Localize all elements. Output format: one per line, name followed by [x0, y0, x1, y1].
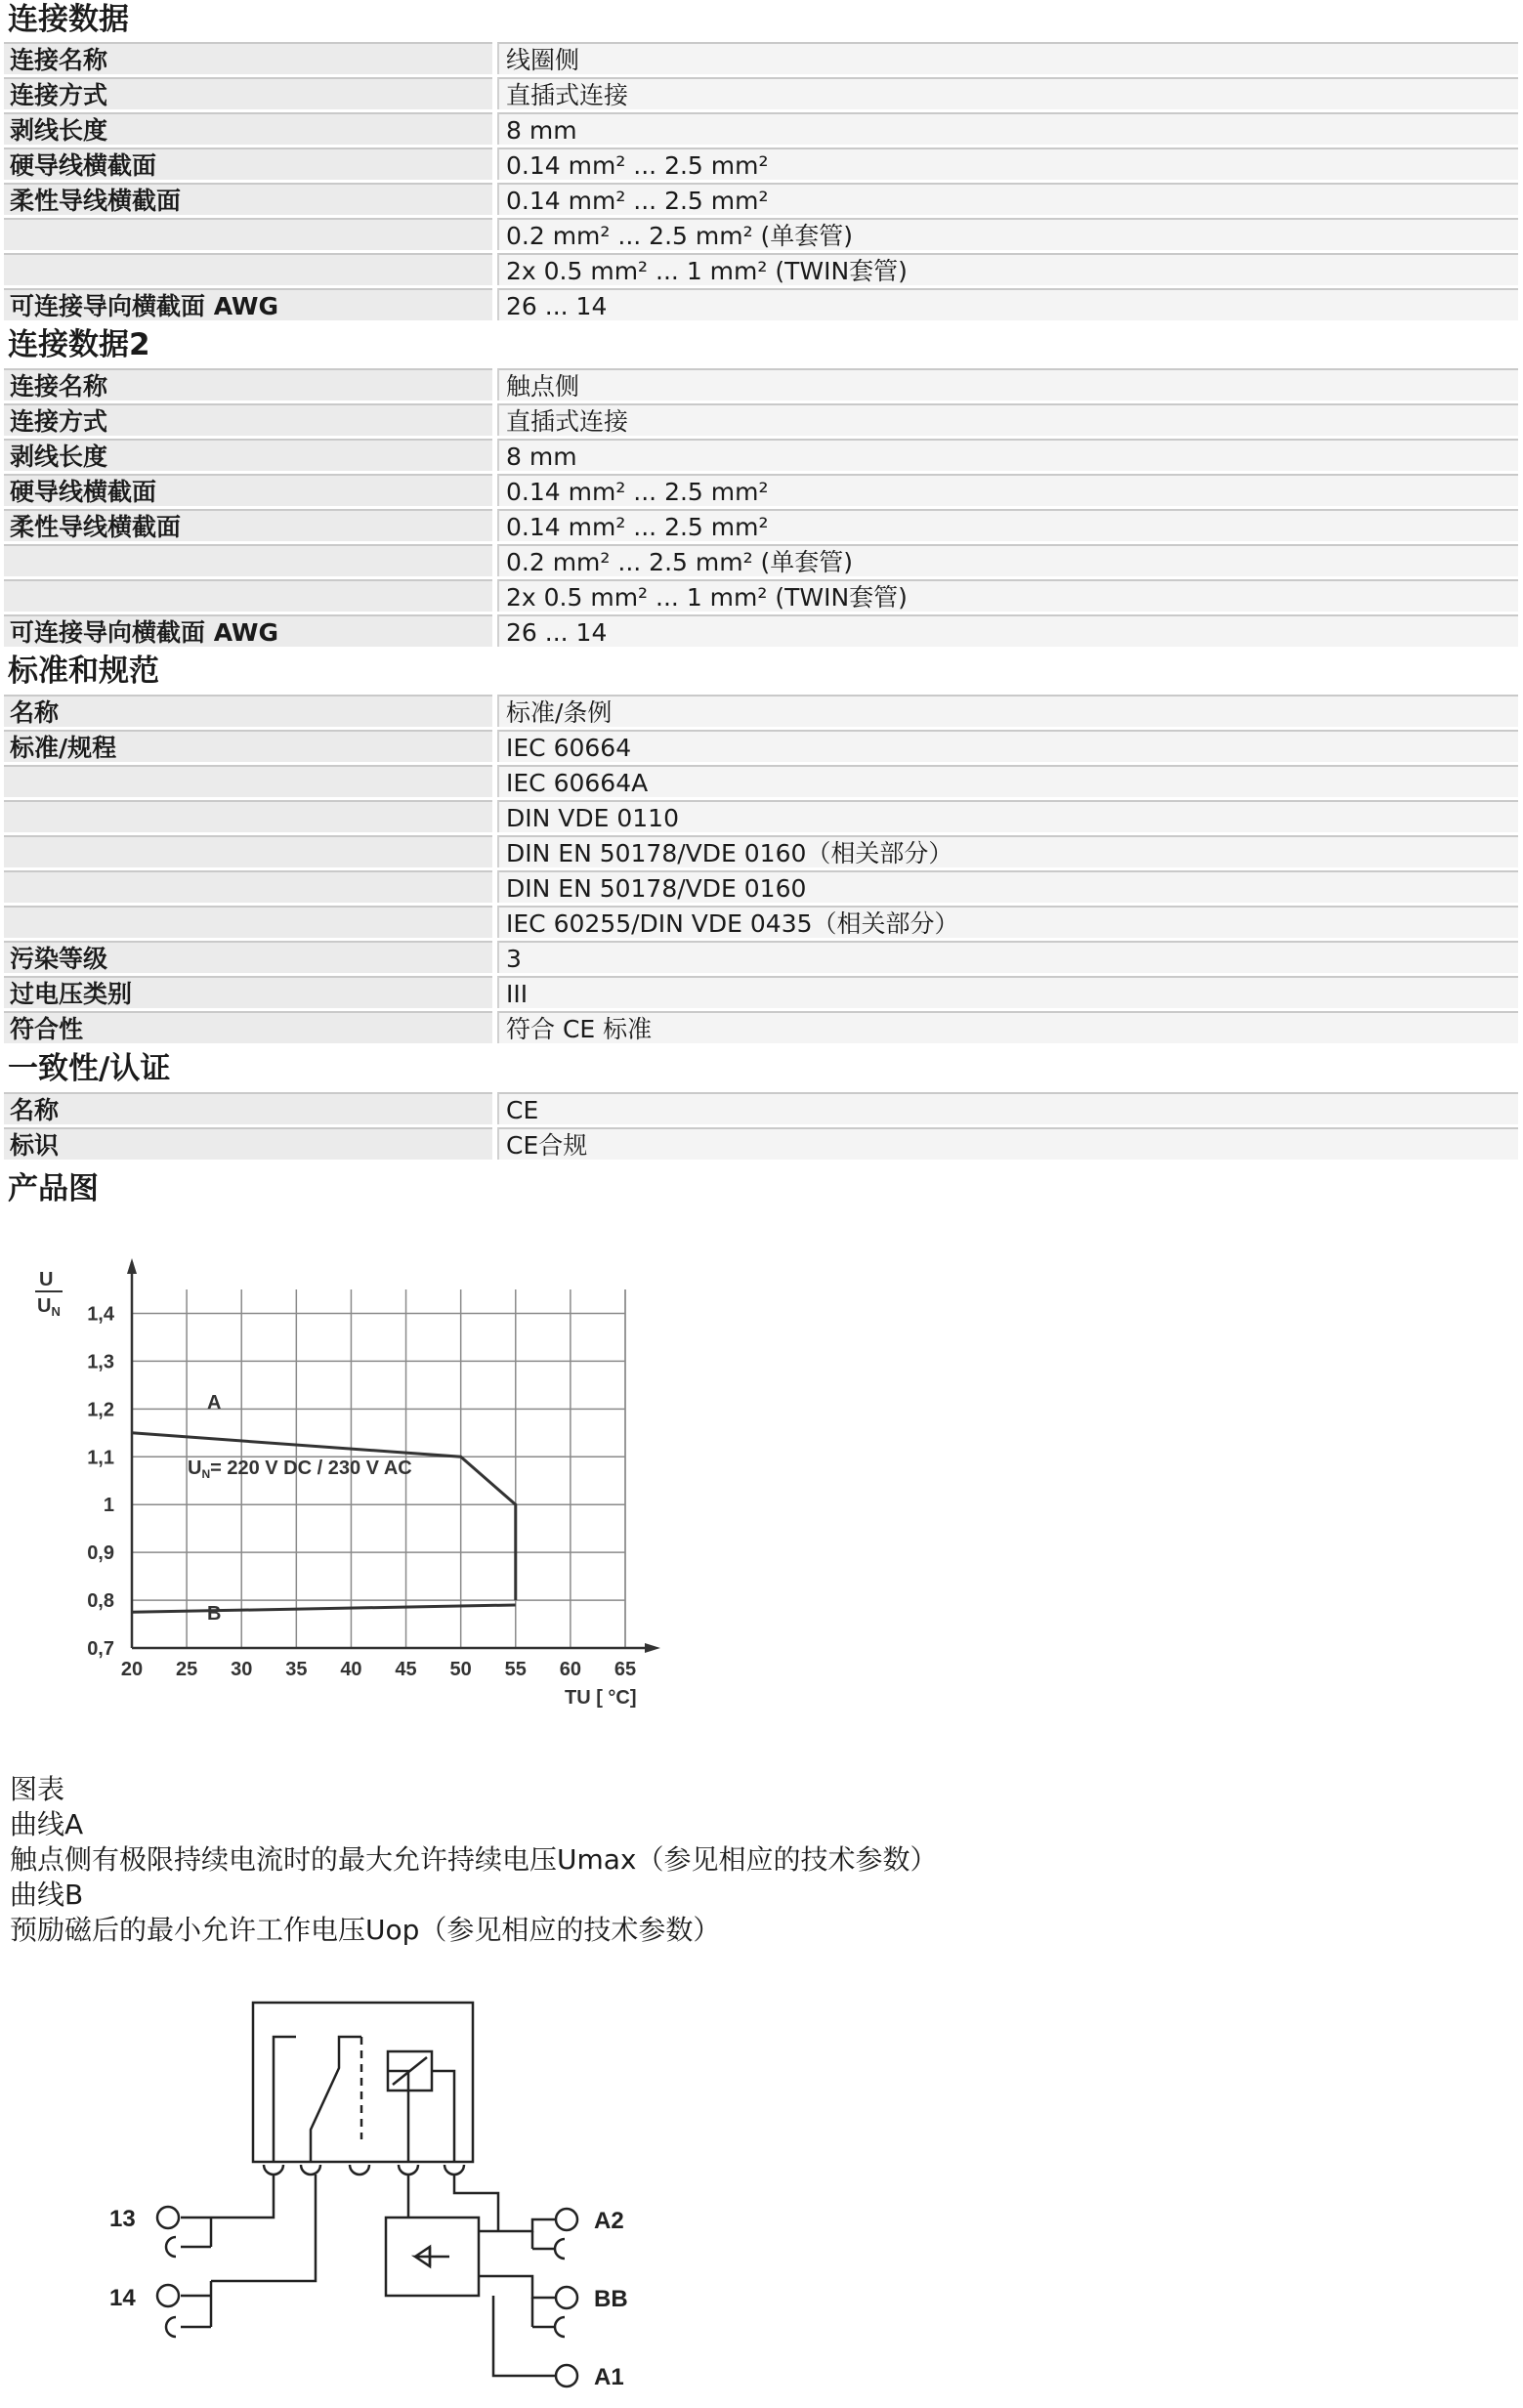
y-tick-label: 0,7 — [87, 1638, 114, 1660]
legend-line: 图表 — [10, 1773, 65, 1805]
x-axis-arrow — [645, 1643, 660, 1653]
coil-lead-left — [388, 2071, 408, 2162]
table-row — [4, 183, 1518, 217]
product-figure-title: 产品图 — [8, 1171, 99, 1206]
table-row — [4, 835, 1518, 869]
row-label: 标识 — [4, 1127, 492, 1160]
table-row — [4, 253, 1518, 287]
row-label — [4, 906, 492, 938]
terminal-A1 — [556, 2365, 577, 2387]
x-tick-label: 60 — [559, 1659, 582, 1680]
y-tick-label: 0,8 — [87, 1590, 114, 1613]
y-label-bottom-sub: N — [51, 1304, 61, 1319]
wiring-schematic — [0, 1983, 742, 2408]
table-row — [4, 941, 1518, 975]
terminal-label-A2: A2 — [594, 2208, 624, 2234]
relay-housing — [253, 2003, 473, 2162]
x-tick-label: 35 — [285, 1659, 308, 1680]
wire-14 — [211, 2175, 316, 2281]
x-tick-label: 20 — [120, 1659, 144, 1680]
contact-switch — [311, 2037, 361, 2162]
row-value: 2x 0.5 mm² ... 1 mm² (TWIN套管) — [497, 253, 1518, 285]
row-label: 柔性导线横截面 — [4, 183, 492, 215]
row-label: 硬导线横截面 — [4, 474, 492, 506]
section-title: 连接数据 — [8, 2, 129, 37]
terminal-label-A1: A1 — [594, 2364, 624, 2390]
row-label — [4, 835, 492, 867]
row-label — [4, 579, 492, 612]
section-title: 连接数据2 — [8, 327, 150, 362]
row-label — [4, 800, 492, 832]
table-row — [4, 439, 1518, 473]
row-value: DIN EN 50178/VDE 0160 — [497, 870, 1518, 903]
row-value: 3 — [497, 941, 1518, 973]
row-label: 过电压类别 — [4, 976, 492, 1008]
x-tick-label: 25 — [175, 1659, 198, 1680]
y-axis-arrow — [127, 1258, 137, 1274]
pin — [350, 2165, 369, 2175]
row-label: 标准/规程 — [4, 730, 492, 762]
x-tick-label: 30 — [231, 1659, 253, 1680]
row-label: 可连接导向横截面 AWG — [4, 288, 492, 320]
x-tick-label: 40 — [340, 1659, 362, 1680]
table-row — [4, 42, 1518, 76]
row-value: 2x 0.5 mm² ... 1 mm² (TWIN套管) — [497, 579, 1518, 612]
row-value: 8 mm — [497, 439, 1518, 471]
x-tick-label: 45 — [395, 1659, 417, 1680]
wire-13 — [211, 2175, 274, 2218]
table-row — [4, 403, 1518, 438]
table-row — [4, 765, 1518, 799]
terminal-BB-plug — [555, 2317, 565, 2337]
y-tick-label: 1,2 — [87, 1399, 114, 1421]
legend-line: 曲线A — [10, 1808, 84, 1840]
voltage-temperature-chart — [0, 1241, 684, 1729]
row-label: 连接名称 — [4, 368, 492, 401]
table-row — [4, 730, 1518, 764]
table-row — [4, 614, 1518, 649]
row-label: 可连接导向横截面 AWG — [4, 614, 492, 647]
table-row — [4, 368, 1518, 402]
row-value: IEC 60664 — [497, 730, 1518, 762]
annotation-sub: N — [201, 1467, 211, 1481]
row-label: 符合性 — [4, 1011, 492, 1043]
chart-annotation — [188, 1457, 412, 1481]
table-row — [4, 1011, 1518, 1045]
row-label: 名称 — [4, 1092, 492, 1124]
row-label: 剥线长度 — [4, 439, 492, 471]
legend-line: 触点侧有极限持续电流时的最大允许持续电压Umax（参见相应的技术参数） — [10, 1843, 938, 1876]
series-line-B — [132, 1605, 516, 1612]
row-label: 污染等级 — [4, 941, 492, 973]
series-label-B: B — [207, 1603, 222, 1625]
table-row — [4, 509, 1518, 543]
row-label: 连接名称 — [4, 42, 492, 74]
y-tick-label: 1,4 — [87, 1303, 114, 1326]
terminal-A2-plug — [555, 2239, 565, 2259]
table-row — [4, 77, 1518, 111]
row-label — [4, 870, 492, 903]
terminal-13-plug — [166, 2237, 176, 2257]
terminal-14 — [157, 2285, 179, 2306]
row-label — [4, 218, 492, 250]
y-tick-label: 0,9 — [87, 1542, 114, 1565]
y-axis-label-top: U — [39, 1269, 54, 1290]
table-row — [4, 976, 1518, 1010]
section-title: 标准和规范 — [8, 654, 159, 689]
table-row — [4, 906, 1518, 940]
pin — [399, 2165, 418, 2175]
row-value: 0.14 mm² ... 2.5 mm² — [497, 183, 1518, 215]
pin — [301, 2165, 320, 2175]
row-value: 0.14 mm² ... 2.5 mm² — [497, 148, 1518, 180]
row-value: 0.2 mm² ... 2.5 mm² (单套管) — [497, 218, 1518, 250]
annotation-suffix: = 220 V DC / 230 V AC — [210, 1457, 412, 1479]
terminal-13 — [157, 2207, 179, 2228]
terminal-label-BB: BB — [594, 2286, 628, 2312]
terminal-label-14: 14 — [109, 2285, 136, 2311]
x-tick-label: 55 — [504, 1659, 527, 1680]
diode — [415, 2247, 449, 2266]
row-label: 硬导线横截面 — [4, 148, 492, 180]
y-tick-label: 1,1 — [87, 1447, 114, 1469]
terminal-label-13: 13 — [109, 2206, 136, 2232]
row-value: III — [497, 976, 1518, 1008]
wire-BB — [479, 2276, 555, 2298]
row-value: CE合规 — [497, 1127, 1518, 1160]
row-label: 连接方式 — [4, 403, 492, 436]
table-row — [4, 148, 1518, 182]
y-label-bottom-base: U — [37, 1295, 52, 1317]
row-value: CE — [497, 1092, 1518, 1124]
annotation-prefix: U — [188, 1457, 202, 1479]
row-value: IEC 60664A — [497, 765, 1518, 797]
row-value: DIN VDE 0110 — [497, 800, 1518, 832]
row-label — [4, 544, 492, 576]
table-row — [4, 1127, 1518, 1162]
row-value: 0.14 mm² ... 2.5 mm² — [497, 474, 1518, 506]
terminal-A2 — [556, 2209, 577, 2230]
table-row — [4, 1092, 1518, 1126]
x-tick-label: 50 — [449, 1659, 472, 1680]
chart-tick-labels — [87, 1303, 636, 1680]
table-row — [4, 800, 1518, 834]
row-label: 柔性导线横截面 — [4, 509, 492, 541]
x-tick-label: 65 — [613, 1659, 637, 1680]
coil-lead-right — [432, 2071, 454, 2162]
row-value: 标准/条例 — [497, 695, 1518, 727]
row-value: DIN EN 50178/VDE 0160（相关部分） — [497, 835, 1518, 867]
row-value: 直插式连接 — [497, 77, 1518, 109]
table-row — [4, 579, 1518, 613]
chart-axes — [127, 1258, 660, 1653]
row-value: 符合 CE 标准 — [497, 1011, 1518, 1043]
pin — [444, 2165, 464, 2175]
wire-coil-right — [454, 2175, 498, 2231]
terminal-14-plug — [166, 2317, 176, 2337]
legend-line: 预励磁后的最小允许工作电压Uop（参见相应的技术参数） — [10, 1914, 721, 1946]
legend-line: 曲线B — [10, 1879, 84, 1911]
wire-A2 — [479, 2219, 555, 2231]
series-label-A: A — [207, 1392, 222, 1414]
terminal-BB — [556, 2287, 577, 2308]
row-label — [4, 253, 492, 285]
row-label — [4, 765, 492, 797]
table-row — [4, 218, 1518, 252]
contact-line — [274, 2037, 296, 2162]
row-value: 触点侧 — [497, 368, 1518, 401]
table-row — [4, 288, 1518, 322]
section-title: 一致性/认证 — [8, 1051, 171, 1086]
y-tick-label: 1,3 — [87, 1351, 114, 1373]
row-value: IEC 60255/DIN VDE 0435（相关部分） — [497, 906, 1518, 938]
row-label: 剥线长度 — [4, 112, 492, 145]
row-value: 8 mm — [497, 112, 1518, 145]
y-axis-label-bottom — [37, 1295, 61, 1319]
wire-A1 — [493, 2296, 555, 2376]
row-value: 0.14 mm² ... 2.5 mm² — [497, 509, 1518, 541]
table-row — [4, 112, 1518, 147]
table-row — [4, 544, 1518, 578]
x-axis-label: TU [ °C] — [565, 1687, 637, 1709]
row-value: 0.2 mm² ... 2.5 mm² (单套管) — [497, 544, 1518, 576]
row-value: 直插式连接 — [497, 403, 1518, 436]
pin — [264, 2165, 283, 2175]
table-row — [4, 870, 1518, 905]
row-value: 26 ... 14 — [497, 288, 1518, 320]
row-value: 26 ... 14 — [497, 614, 1518, 647]
row-value: 线圈侧 — [497, 42, 1518, 74]
y-tick-label: 1 — [103, 1495, 114, 1517]
table-row — [4, 474, 1518, 508]
row-label: 名称 — [4, 695, 492, 727]
row-label: 连接方式 — [4, 77, 492, 109]
table-row — [4, 695, 1518, 729]
